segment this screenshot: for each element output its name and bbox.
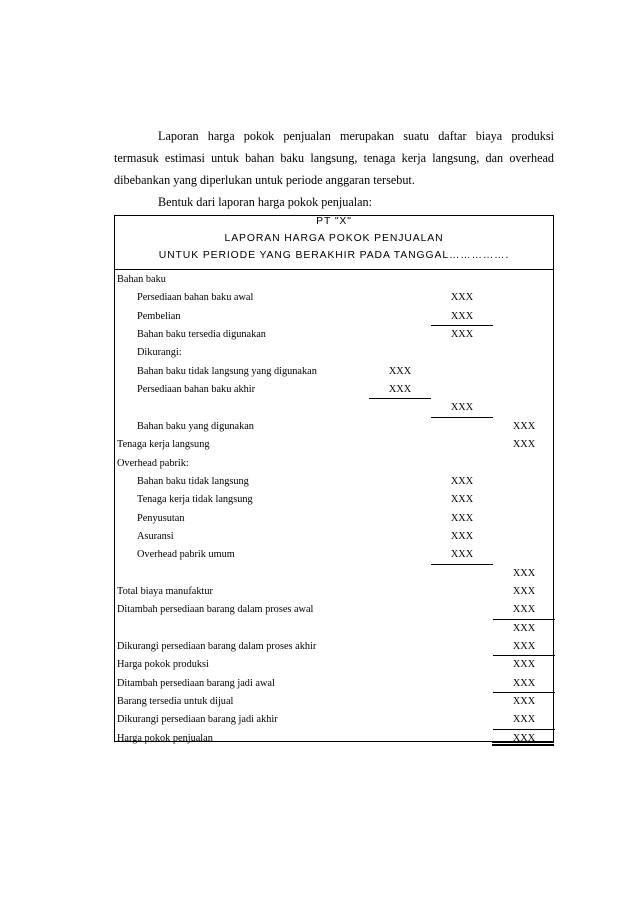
intro-lead-in: Bentuk dari laporan harga pokok penjualan:	[158, 195, 373, 209]
table-bottom-border	[114, 741, 492, 742]
subtotal-underline	[493, 655, 555, 656]
table-row	[115, 326, 553, 344]
row-value-c3: XXX	[512, 714, 536, 726]
row-value-c1: XXX	[388, 384, 412, 396]
table-row	[115, 601, 553, 619]
row-label: Bahan baku tidak langsung yang digunakan	[137, 365, 317, 377]
table-row	[115, 675, 553, 693]
intro-paragraph-2	[114, 191, 554, 213]
row-value-c3: XXX	[512, 659, 536, 671]
row-label: Dikurangi:	[137, 347, 182, 359]
row-value-c3: XXX	[512, 696, 536, 708]
row-label: Bahan baku yang digunakan	[137, 420, 254, 432]
row-value-c3: XXX	[512, 732, 536, 744]
header-divider	[115, 269, 553, 270]
table-row	[115, 363, 553, 381]
row-value-c2: XXX	[450, 549, 474, 561]
table-row	[115, 510, 553, 528]
table-row	[115, 656, 553, 674]
subtotal-underline	[431, 417, 493, 418]
row-value-c2: XXX	[450, 494, 474, 506]
row-value-c3: XXX	[512, 641, 536, 652]
table-row	[115, 473, 553, 491]
table-row	[115, 693, 553, 711]
subtotal-underline	[493, 692, 555, 693]
table-row	[115, 565, 553, 583]
row-value-c2: XXX	[450, 292, 474, 304]
table-row	[115, 418, 553, 436]
subtotal-underline	[493, 729, 555, 730]
intro-line-3: dibebankan yang diperlukan untuk periode anggaran tersebut.	[114, 173, 415, 187]
row-label: Dikurangi persediaan barang dalam proses akhir	[117, 641, 317, 652]
row-label: Persediaan bahan baku akhir	[137, 384, 256, 396]
row-label: Asuransi	[137, 530, 174, 542]
row-label: Bahan baku tersedia digunakan	[137, 329, 266, 341]
table-row	[115, 308, 553, 326]
row-label: Bahan baku tidak langsung	[137, 475, 249, 487]
subtotal-underline	[493, 619, 555, 620]
table-row	[115, 491, 553, 509]
row-label: Harga pokok produksi	[117, 659, 209, 671]
row-value-c1: XXX	[388, 365, 412, 377]
row-value-c3: XXX	[512, 420, 536, 432]
table-row	[115, 528, 553, 546]
row-value-c2: XXX	[450, 512, 474, 524]
row-label: Persediaan bahan baku awal	[137, 292, 254, 304]
row-value-c3: XXX	[512, 567, 536, 579]
table-row	[115, 399, 553, 417]
table-row	[115, 546, 553, 564]
row-label: Harga pokok penjualan	[117, 732, 213, 744]
total-double-underline-bottom	[492, 744, 554, 746]
row-label: Overhead pabrik:	[117, 457, 189, 469]
row-label: Dikurangi persediaan barang jadi akhir	[117, 714, 278, 726]
row-label: Tenaga kerja langsung	[117, 439, 210, 451]
row-value-c3: XXX	[512, 604, 536, 616]
row-value-c2: XXX	[450, 530, 474, 542]
table-row	[115, 436, 553, 454]
report-period: UNTUK PERIODE YANG BERAKHIR PADA TANGGAL…………….	[158, 250, 510, 261]
table-row	[115, 583, 553, 601]
cost-of-goods-sold-report	[114, 215, 554, 742]
table-row	[115, 381, 553, 399]
table-row	[115, 271, 553, 289]
row-label: Barang tersedia untuk dijual	[117, 696, 234, 708]
row-value-c2: XXX	[450, 475, 474, 487]
row-value-c3: XXX	[512, 439, 536, 451]
subtotal-underline	[431, 564, 493, 565]
row-value-c2: XXX	[450, 329, 474, 341]
table-row	[115, 620, 553, 638]
intro-line-2: termasuk estimasi untuk bahan baku langsung, tenaga kerja langsung, dan overhead	[114, 151, 554, 165]
row-label: Ditambah persediaan barang jadi awal	[117, 677, 275, 689]
table-row	[115, 289, 553, 307]
subtotal-underline	[369, 398, 431, 399]
report-company: PT "X"	[316, 216, 352, 227]
row-label: Ditambah persediaan barang dalam proses awal	[117, 604, 314, 616]
row-value-c3: XXX	[512, 622, 536, 634]
table-row	[115, 638, 553, 656]
table-row	[115, 344, 553, 362]
intro-paragraph-1	[114, 125, 554, 191]
table-row	[115, 711, 553, 729]
row-value-c3: XXX	[512, 677, 536, 689]
row-label: Total biaya manufaktur	[117, 585, 213, 597]
row-value-c2: XXX	[450, 310, 474, 322]
total-double-underline-top	[492, 741, 554, 743]
report-title: LAPORAN HARGA POKOK PENJUALAN	[224, 233, 444, 244]
table-row	[115, 455, 553, 473]
row-label: Penyusutan	[137, 512, 185, 524]
row-value-c3: XXX	[512, 585, 536, 597]
row-label: Overhead pabrik umum	[137, 549, 235, 561]
subtotal-underline	[431, 325, 493, 326]
table-row	[115, 730, 553, 748]
intro-line-1: Laporan harga pokok penjualan merupakan suatu daftar biaya produksi	[158, 129, 554, 143]
row-label: Bahan baku	[117, 274, 166, 285]
row-label: Pembelian	[137, 310, 181, 322]
row-label: Tenaga kerja tidak langsung	[137, 494, 253, 506]
row-value-c2: XXX	[450, 402, 474, 414]
